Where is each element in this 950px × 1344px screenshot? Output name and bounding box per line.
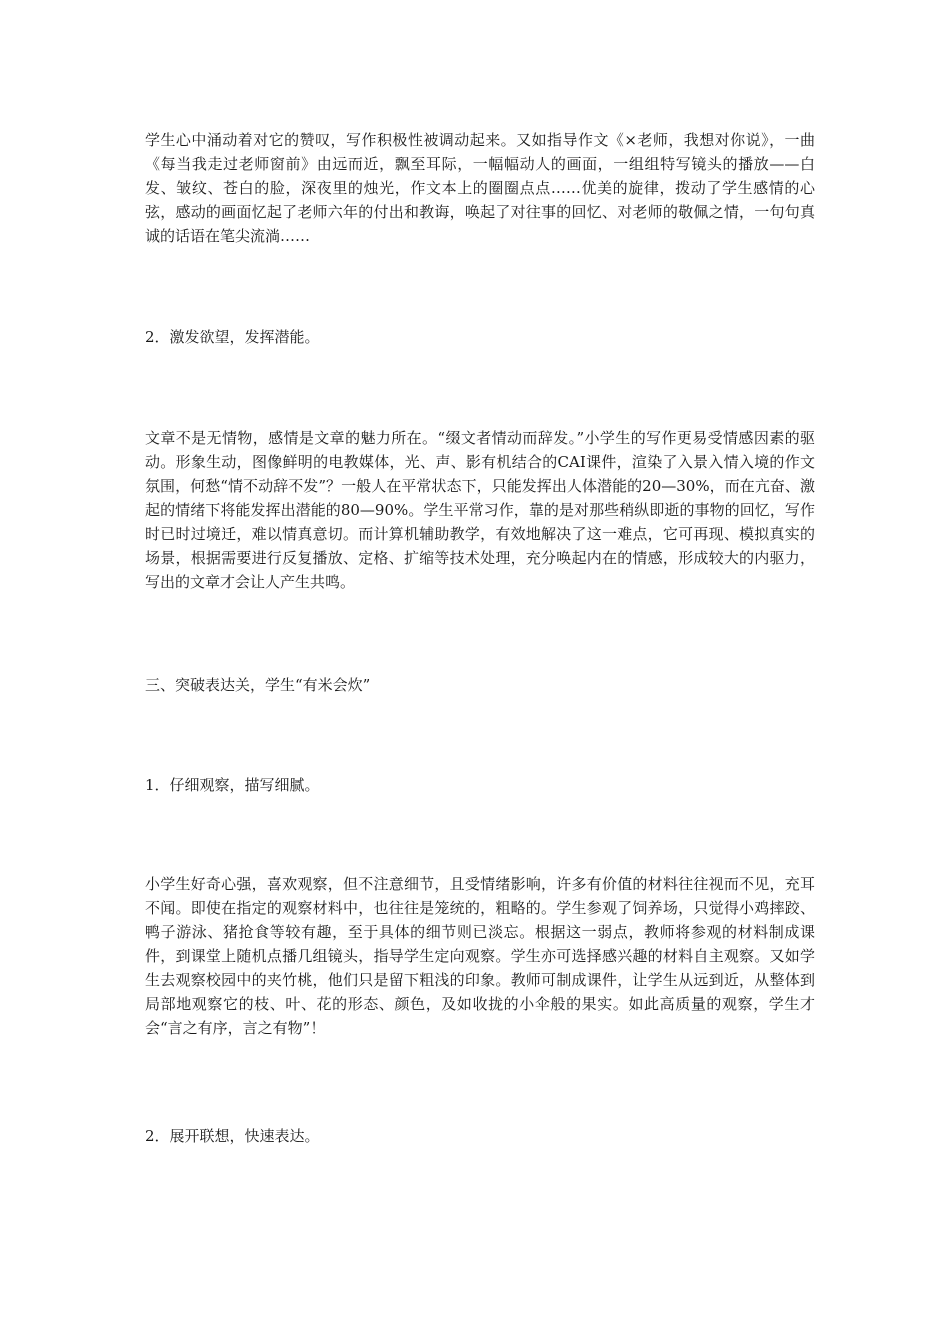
body-paragraph: 小学生好奇心强，喜欢观察，但不注意细节，且受情绪影响，许多有价值的材料往往视而不见，充耳不闻。即使在指定的观察材料中，也往往是笼统的，粗略的。学生参观了饲养场，只觉得小鸡摔跤、鸭子游泳、猪抢食等较有趣，至于具体的细节则已淡忘。根据这一弱点，教师将参观的材料制成课件，到课堂上随机点播几组镜头，指导学生定向观察。学生亦可选择感兴趣的材料自主观察。又如学生去观察校园中的夹竹桃，他们只是留下粗浅的印象。教师可制成课件，让学生从远到近，从整体到局部地观察它的枝、叶、花的形态、颜色，及如收拢的小伞般的果实。如此高质量的观察，学生才会“言之有序，言之有物”！ [145,875,815,1037]
section-heading: 2．展开联想，快速表达。 [145,1127,320,1145]
section-heading: 1．仔细观察，描写细腻。 [145,776,320,794]
body-paragraph: 文章不是无情物，感情是文章的魅力所在。“缀文者情动而辞发。”小学生的写作更易受情感因素的驱动。形象生动，图像鲜明的电教媒体，光、声、影有机结合的CAI课件，渲染了入景入情入境的作文氛围，何愁“情不动辞不发”？一般人在平常状态下，只能发挥出人体潜能的20—30%，而在亢奋、激起的情绪下将能发挥出潜能的80—90%。学生平常习作，靠的是对那些稍纵即逝的事物的回忆，写作时已时过境迁，难以情真意切。而计算机辅助教学，有效地解决了这一难点，它可再现、模拟真实的场景，根据需要进行反复播放、定格、扩缩等技术处理，充分唤起内在的情感，形成较大的内驱力，写出的文章才会让人产生共鸣。 [145,429,815,591]
section-heading: 2．激发欲望，发挥潜能。 [145,328,320,346]
chapter-heading: 三、突破表达关，学生“有米会炊” [145,676,371,694]
body-paragraph: 学生心中涌动着对它的赞叹，写作积极性被调动起来。又如指导作文《×老师，我想对你说》，一曲《每当我走过老师窗前》由远而近，飘至耳际，一幅幅动人的画面，一组组特写镜头的播放——白发、皱纹、苍白的脸，深夜里的烛光，作文本上的圈圈点点……优美的旋律，拨动了学生感情的心弦，感动的画面忆起了老师六年的付出和教诲，唤起了对往事的回忆、对老师的敬佩之情，一句句真诚的话语在笔尖流淌…… [145,131,815,245]
